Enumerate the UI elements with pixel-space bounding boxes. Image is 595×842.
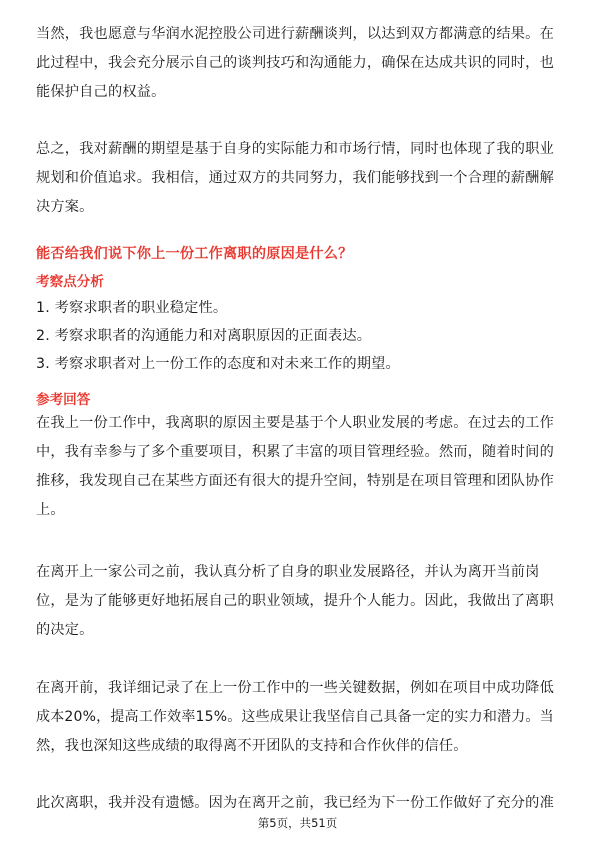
text-line: 能保护自己的权益。 [36,84,166,100]
paragraph-summary [36,135,559,222]
answer-paragraph [36,674,559,761]
text-line: 的决定。 [36,622,94,638]
analysis-heading: 考察点分析 [36,274,104,290]
text-line: 中，我有幸参与了多个重要项目，积累了丰富的项目管理经验。然而，随着时间的 [36,444,554,460]
text-line: 当然，我也愿意与华润水泥控股公司进行薪酬谈判，以达到双方都满意的结果。在 [36,26,554,42]
answer-paragraph [36,558,559,645]
paragraph-negotiation [36,20,559,107]
answer-paragraph [36,409,559,525]
text-line: 在离开上一家公司之前，我认真分析了自身的职业发展路径，并认为离开当前岗 [36,564,540,580]
text-line: 规划和价值追求。我相信，通过双方的共同努力，我们能够找到一个合理的薪酬解 [36,170,554,186]
analysis-item: 3. 考察求职者对上一份工作的态度和对未来工作的期望。 [36,356,400,372]
page-number-footer: 第5页，共51页 [257,816,338,830]
text-line: 此次离职，我并没有遗憾。因为在离开之前，我已经为下一份工作做好了充分的准 [36,795,554,811]
text-line: 此过程中，我会充分展示自己的谈判技巧和沟通能力，确保在达成共识的同时，也 [36,55,554,71]
text-line: 推移，我发现自己在某些方面还有很大的提升空间，特别是在项目管理和团队协作 [36,473,554,489]
text-line: 位，是为了能够更好地拓展自己的职业领域，提升个人能力。因此，我做出了离职 [36,593,554,609]
analysis-item: 2. 考察求职者的沟通能力和对离职原因的正面表达。 [36,328,372,344]
analysis-item: 1. 考察求职者的职业稳定性。 [36,300,228,316]
text-line: 在我上一份工作中，我离职的原因主要是基于个人职业发展的考虑。在过去的工作 [36,415,554,431]
text-line: 决方案。 [36,199,94,215]
text-line: 在离开前，我详细记录了在上一份工作中的一些关键数据，例如在项目中成功降低 [36,680,554,696]
text-line: 上。 [36,502,65,518]
text-line: 成本20%，提高工作效率15%。这些成果让我坚信自己具备一定的实力和潜力。当 [36,709,554,725]
text-line: 然，我也深知这些成绩的取得离不开团队的支持和合作伙伴的信任。 [36,738,468,754]
question-heading: 能否给我们说下你上一份工作离职的原因是什么？ [36,246,353,262]
answer-paragraph [36,789,559,818]
text-line: 总之，我对薪酬的期望是基于自身的实际能力和市场行情，同时也体现了我的职业 [36,141,554,157]
answer-heading: 参考回答 [36,392,91,408]
